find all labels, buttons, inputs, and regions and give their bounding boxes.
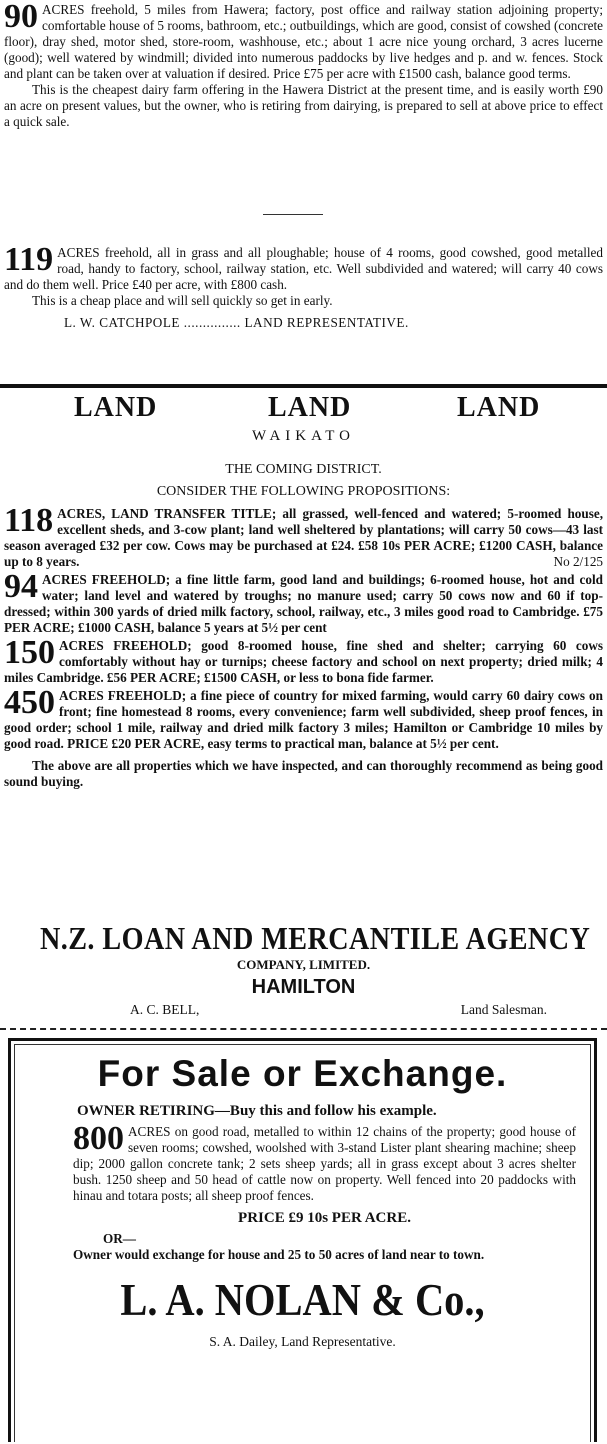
- price-line: PRICE £9 10s PER ACRE.: [238, 1210, 411, 1226]
- proposition-94: 94 ACRES FREEHOLD; a fine little farm, good land and buildings; 6-roomed house, hot and cold water; land level and watered by troughs; no manure used; carry 50 cows now and 60 if top-dressed; within 300 yards of dried milk factory, school, railway, etc., 3 miles good road to Cambridge. £75 PER ACRE; £1000 CASH, balance 5 years at 5½ per cent: [4, 568, 603, 635]
- ad-text-2: This is the cheapest dairy farm offering in the Hawera District at the present time, and is easily worth £90 an acre on present values, but the owner, who is retiring from dairying, is prepared to sell at above price to effect a quick sale.: [4, 82, 603, 129]
- propositions-list: [4, 502, 603, 790]
- divider-thick: [0, 384, 607, 388]
- exchange-text: Owner would exchange for house and 25 to 50 acres of land near to town.: [73, 1247, 485, 1262]
- ad-119-acres: [4, 241, 603, 331]
- acreage-number: 119: [4, 241, 54, 278]
- agent-title: LAND REPRESENTATIVE.: [244, 315, 409, 330]
- for-sale-box: [8, 1038, 597, 1442]
- region: WAIKATO: [251, 428, 356, 444]
- salesman-line: [130, 1002, 547, 1018]
- salesman-name: A. C. BELL,: [130, 1002, 200, 1017]
- lead-line: OWNER RETIRING—Buy this and follow his example.: [77, 1103, 437, 1119]
- firm-name: L. A. NOLAN & Co.,: [120, 1274, 485, 1325]
- ad-90-acres: [4, 2, 603, 130]
- ad-text: ACRES on good road, metalled to within 12 chains of the property; good house of seven rooms; cowshed, woolshed with 3-stand Lister plant shearing machine; sheep dip; 2000 gallon concrete tank; 2 sets sheep yards; all in grass except about 3 acres shelter bush. 1250 sheep and 50 head of cattle now on property. Well fenced into 20 paddocks with hinau and totara posts; all sheep proof fences.: [73, 1124, 576, 1203]
- salesman-title: Land Salesman.: [460, 1002, 547, 1017]
- proposition-450: 450 ACRES FREEHOLD; a fine piece of country for mixed farming, would carry 60 dairy cows on front; fine homestead 8 rooms, every convenience; farm well subdivided, sheep proof fences, in good order; school 1 mile, railway and dried milk factory 3 miles; Hamilton or Cambridge 10 miles by good road. PRICE £20 PER ACRE, easy terms to practical man, balance at 5½ per cent.: [4, 684, 603, 751]
- acreage-number: 800: [73, 1120, 124, 1157]
- closing-text: The above are all properties which we have inspected, and can thoroughly recommend as being good sound buying.: [4, 758, 603, 789]
- representative: S. A. Dailey, Land Representative.: [209, 1334, 396, 1349]
- agent-dots: ...............: [183, 315, 241, 330]
- headline-land-2: LAND: [268, 392, 352, 423]
- subtitle: THE COMING DISTRICT.: [225, 462, 382, 477]
- agent-line: [4, 315, 603, 331]
- divider-short: [263, 214, 323, 215]
- proposition-150: 150 ACRES FREEHOLD; good 8-roomed house, fine shed and shelter; carrying 60 cows comfortably without hay or turnips; cheese factory and school on next property; dried milk; 4 miles Cambridge. £56 PER ACRE; £1500 CASH, or less to bona fide farmer.: [4, 634, 603, 685]
- agent-name: L. W. CATCHPOLE: [64, 315, 180, 330]
- ad-text-2: This is a cheap place and will sell quickly so get in early.: [32, 293, 333, 308]
- ad-text: ACRES freehold, 5 miles from Hawera; factory, post office and railway station adjoining property; comfortable house of 5 rooms, bathroom, etc.; outbuildings, which are good, consist of cowshed (concrete floor), dray shed, motor shed, store-room, washhouse, etc.; about 1 acre nice young orchard, 3 acres lucerne (good); well watered by windmill; divided into numerous paddocks by live hedges and p. and w. fences. Stock and plant can be taken over at valuation if desired. Price £75 per acre with £1500 cash, balance good terms.: [4, 2, 603, 81]
- consider-heading: CONSIDER THE FOLLOWING PROPOSITIONS:: [156, 484, 451, 499]
- company-suffix: COMPANY, LIMITED.: [236, 957, 371, 972]
- company-name: N.Z. LOAN AND MERCANTILE AGENCY: [39, 920, 591, 956]
- ref-number: No 2/125: [553, 554, 603, 569]
- town-name: HAMILTON: [251, 976, 356, 998]
- acreage-number: 90: [4, 0, 38, 35]
- for-sale-headline: For Sale or Exchange.: [97, 1053, 508, 1094]
- headline-land-3: LAND: [457, 392, 541, 423]
- ad-text: ACRES freehold, all in grass and all ploughable; house of 4 rooms, good cowshed, good metalled road, handy to factory, school, railway station, etc. Well subdivided and watered; will carry 40 cows and do them well. Price £40 per acre, with £800 cash.: [4, 245, 603, 292]
- divider-dashed: [0, 1028, 607, 1030]
- or-line: OR—: [103, 1231, 136, 1246]
- proposition-118: 118 ACRES, LAND TRANSFER TITLE; all grassed, well-fenced and watered; 5-roomed house, excellent sheds, and 3-cow plant; land well sheltered by plantations; will carry 50 cows—43 last season averaged £32 per cow. Cows may be purchased at £24. £58 10s PER ACRE; £1200 CASH, balance up to 8 years. No 2/125: [4, 502, 603, 569]
- headline-land-1: LAND: [74, 392, 158, 423]
